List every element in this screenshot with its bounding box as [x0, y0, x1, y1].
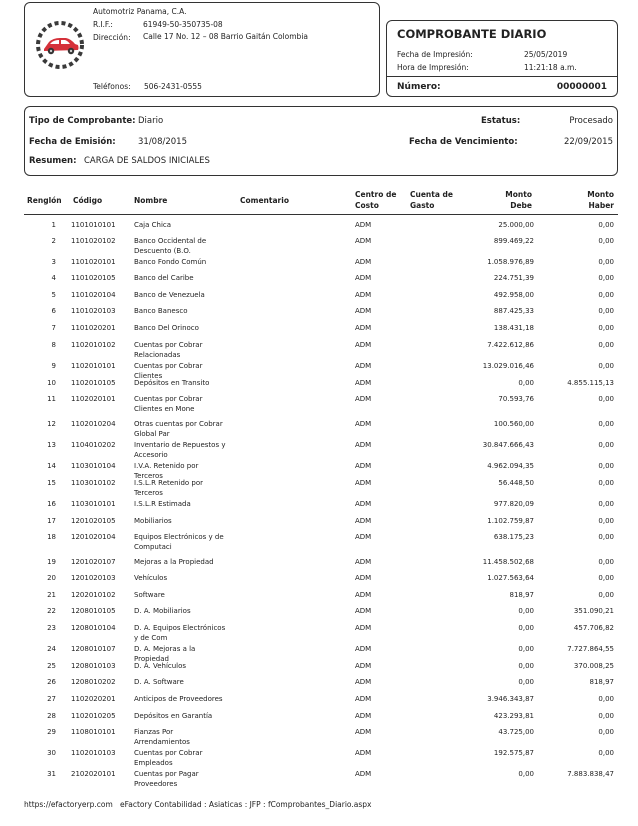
- account-code: 1208010103: [71, 662, 116, 670]
- cost-center: ADM: [355, 441, 372, 449]
- amount-debe: 1.102.759,87: [487, 517, 534, 525]
- cost-center: ADM: [355, 500, 372, 508]
- amount-haber: 0,00: [598, 291, 614, 299]
- row-number: 2: [51, 237, 56, 245]
- footer-url[interactable]: https://efactoryerp.com: [24, 800, 113, 809]
- car-logo-icon: [35, 17, 85, 73]
- row-number: 5: [51, 291, 56, 299]
- cost-center: ADM: [355, 291, 372, 299]
- phone-value: 506-2431-0555: [144, 82, 202, 91]
- cost-center: ADM: [355, 221, 372, 229]
- header-centro-2: Costo: [355, 201, 379, 210]
- row-number: 7: [51, 324, 56, 332]
- header-haber-1: Monto: [587, 190, 614, 199]
- account-name: Cuentas por Pagar Proveedores: [134, 770, 199, 788]
- cost-center: ADM: [355, 770, 372, 778]
- account-name: I.V.A. Retenido por Terceros: [134, 462, 199, 480]
- summary-label: Resumen:: [29, 156, 77, 166]
- account-code: 1101020201: [71, 324, 116, 332]
- account-code: 1103010102: [71, 479, 116, 487]
- cost-center: ADM: [355, 395, 372, 403]
- account-code: 1102020101: [71, 395, 116, 403]
- account-code: 1102010204: [71, 420, 116, 428]
- account-code: 1208010105: [71, 607, 116, 615]
- account-code: 1102010101: [71, 362, 116, 370]
- header-cuenta-2: Gasto: [410, 201, 435, 210]
- row-number: 28: [47, 712, 56, 720]
- row-number: 24: [47, 645, 56, 653]
- status-value: Procesado: [569, 116, 613, 126]
- number-value: 00000001: [556, 82, 607, 92]
- amount-haber: 0,00: [598, 591, 614, 599]
- amount-haber: 0,00: [598, 695, 614, 703]
- amount-debe: 638.175,23: [493, 533, 534, 541]
- voucher-header-box: [386, 20, 618, 97]
- amount-haber: 0,00: [598, 362, 614, 370]
- type-label: Tipo de Comprobante:: [29, 116, 136, 126]
- header-renglon: Renglón: [27, 196, 62, 205]
- amount-haber: 0,00: [598, 749, 614, 757]
- account-name: Anticipos de Proveedores: [134, 695, 223, 703]
- cost-center: ADM: [355, 307, 372, 315]
- print-time-label: Hora de Impresión:: [397, 63, 469, 72]
- cost-center: ADM: [355, 517, 372, 525]
- amount-debe: 0,00: [518, 678, 534, 686]
- amount-debe: 25.000,00: [498, 221, 534, 229]
- address-label: Dirección:: [93, 33, 131, 42]
- account-name: D. A. Mejoras a la Propiedad: [134, 645, 196, 663]
- account-code: 1101020101: [71, 258, 116, 266]
- amount-debe: 0,00: [518, 624, 534, 632]
- cost-center: ADM: [355, 274, 372, 282]
- amount-haber: 0,00: [598, 533, 614, 541]
- number-label: Número:: [397, 82, 441, 92]
- row-number: 14: [47, 462, 56, 470]
- account-code: 1201020103: [71, 574, 116, 582]
- amount-debe: 0,00: [518, 607, 534, 615]
- row-number: 19: [47, 558, 56, 566]
- account-code: 1103010104: [71, 462, 116, 470]
- row-number: 13: [47, 441, 56, 449]
- row-number: 10: [47, 379, 56, 387]
- account-name: Software: [134, 591, 165, 599]
- row-number: 18: [47, 533, 56, 541]
- issue-date-value: 31/08/2015: [138, 137, 187, 147]
- amount-haber: 0,00: [598, 712, 614, 720]
- amount-debe: 3.946.343,87: [487, 695, 534, 703]
- cost-center: ADM: [355, 749, 372, 757]
- account-name: D. A. Mobiliarios: [134, 607, 191, 615]
- footer-path: eFactory Contabilidad : Asiaticas : JFP : fComprobantes_Diario.aspx: [120, 800, 372, 809]
- amount-debe: 70.593,76: [498, 395, 534, 403]
- account-code: 1201020107: [71, 558, 116, 566]
- cost-center: ADM: [355, 678, 372, 686]
- amount-debe: 492.958,00: [493, 291, 534, 299]
- amount-haber: 0,00: [598, 324, 614, 332]
- amount-haber: 0,00: [598, 517, 614, 525]
- row-number: 20: [47, 574, 56, 582]
- header-nombre: Nombre: [134, 196, 168, 205]
- account-code: 1101020102: [71, 237, 116, 245]
- row-number: 31: [47, 770, 56, 778]
- amount-debe: 887.425,33: [493, 307, 534, 315]
- account-code: 1202010102: [71, 591, 116, 599]
- account-code: 1102020201: [71, 695, 116, 703]
- amount-haber: 0,00: [598, 395, 614, 403]
- amount-haber: 7.727.864,55: [567, 645, 614, 653]
- account-name: Banco de Venezuela: [134, 291, 205, 299]
- amount-haber: 0,00: [598, 221, 614, 229]
- row-number: 23: [47, 624, 56, 632]
- account-name: I.S.L.R Retenido por Terceros: [134, 479, 204, 497]
- amount-debe: 13.029.016,46: [482, 362, 534, 370]
- row-number: 1: [51, 221, 56, 229]
- header-codigo: Código: [73, 196, 103, 205]
- amount-debe: 899.469,22: [493, 237, 534, 245]
- divider: [387, 76, 617, 77]
- account-name: D. A. Vehículos: [134, 662, 187, 670]
- row-number: 11: [47, 395, 56, 403]
- row-number: 29: [47, 728, 56, 736]
- account-code: 1208010104: [71, 624, 116, 632]
- cost-center: ADM: [355, 728, 372, 736]
- voucher-title: COMPROBANTE DIARIO: [397, 27, 547, 41]
- amount-haber: 4.855.115,13: [567, 379, 614, 387]
- rif-value: 61949-50-350735-08: [143, 20, 223, 29]
- amount-haber: 818,97: [589, 678, 614, 686]
- account-code: 1201020105: [71, 517, 116, 525]
- row-number: 8: [51, 341, 56, 349]
- account-name: Cuentas por Cobrar Relacionadas: [134, 341, 203, 359]
- cost-center: ADM: [355, 574, 372, 582]
- row-number: 17: [47, 517, 56, 525]
- issue-date-label: Fecha de Emisión:: [29, 137, 116, 147]
- row-number: 4: [51, 274, 56, 282]
- cost-center: ADM: [355, 324, 372, 332]
- account-code: 1101020104: [71, 291, 116, 299]
- cost-center: ADM: [355, 479, 372, 487]
- summary-value: CARGA DE SALDOS INICIALES: [84, 156, 210, 166]
- account-name: Mobiliarios: [134, 517, 172, 525]
- account-code: 1103010101: [71, 500, 116, 508]
- amount-debe: 224.751,39: [493, 274, 534, 282]
- account-code: 1208010107: [71, 645, 116, 653]
- cost-center: ADM: [355, 420, 372, 428]
- account-name: Caja Chica: [134, 221, 172, 229]
- account-name: Fianzas Por Arrendamientos: [134, 728, 190, 746]
- cost-center: ADM: [355, 462, 372, 470]
- account-code: 1102010102: [71, 341, 116, 349]
- amount-debe: 977.820,09: [493, 500, 534, 508]
- amount-haber: 0,00: [598, 237, 614, 245]
- account-name: Equipos Electrónicos y de Computaci: [134, 533, 224, 551]
- row-number: 12: [47, 420, 56, 428]
- cost-center: ADM: [355, 558, 372, 566]
- row-number: 26: [47, 678, 56, 686]
- row-number: 27: [47, 695, 56, 703]
- amount-debe: 56.448,50: [498, 479, 534, 487]
- account-name: Depósitos en Transito: [134, 379, 210, 387]
- address-value: Calle 17 No. 12 – 08 Barrio Gaitán Colombia: [143, 32, 308, 41]
- account-name: Cuentas por Cobrar Clientes: [134, 362, 203, 380]
- account-code: 1104010202: [71, 441, 116, 449]
- row-number: 21: [47, 591, 56, 599]
- amount-debe: 100.560,00: [493, 420, 534, 428]
- row-number: 16: [47, 500, 56, 508]
- cost-center: ADM: [355, 341, 372, 349]
- voucher-info-box: [24, 106, 618, 176]
- amount-debe: 0,00: [518, 770, 534, 778]
- amount-debe: 1.027.563,64: [487, 574, 534, 582]
- amount-debe: 0,00: [518, 662, 534, 670]
- account-name: I.S.L.R Estimada: [134, 500, 191, 508]
- amount-haber: 0,00: [598, 258, 614, 266]
- cost-center: ADM: [355, 695, 372, 703]
- amount-haber: 351.090,21: [573, 607, 614, 615]
- amount-haber: 0,00: [598, 441, 614, 449]
- account-name: Banco del Caribe: [134, 274, 194, 282]
- cost-center: ADM: [355, 662, 372, 670]
- amount-haber: 0,00: [598, 558, 614, 566]
- table-header-divider: [24, 214, 618, 215]
- account-name: Banco Occidental de Descuento (B.O.: [134, 237, 207, 255]
- amount-debe: 138.431,18: [493, 324, 534, 332]
- row-number: 22: [47, 607, 56, 615]
- cost-center: ADM: [355, 624, 372, 632]
- row-number: 15: [47, 479, 56, 487]
- amount-haber: 457.706,82: [573, 624, 614, 632]
- account-name: Vehículos: [134, 574, 168, 582]
- amount-debe: 818,97: [509, 591, 534, 599]
- row-number: 3: [51, 258, 56, 266]
- amount-haber: 0,00: [598, 462, 614, 470]
- account-name: Depósitos en Garantía: [134, 712, 213, 720]
- company-name: Automotriz Panama, C.A.: [93, 7, 187, 16]
- row-number: 6: [51, 307, 56, 315]
- account-name: D. A. Equipos Electrónicos y de Com: [134, 624, 226, 642]
- account-code: 1102010105: [71, 379, 116, 387]
- amount-debe: 1.058.976,89: [487, 258, 534, 266]
- cost-center: ADM: [355, 533, 372, 541]
- amount-haber: 0,00: [598, 420, 614, 428]
- cost-center: ADM: [355, 591, 372, 599]
- header-centro-1: Centro de: [355, 190, 397, 199]
- amount-haber: 7.883.838,47: [567, 770, 614, 778]
- account-code: 1208010202: [71, 678, 116, 686]
- account-code: 2102020101: [71, 770, 116, 778]
- print-date-value: 25/05/2019: [524, 50, 568, 59]
- row-number: 30: [47, 749, 56, 757]
- account-name: Inventario de Repuestos y Accesorio: [134, 441, 226, 459]
- account-code: 1102010103: [71, 749, 116, 757]
- cost-center: ADM: [355, 237, 372, 245]
- amount-debe: 30.847.666,43: [482, 441, 534, 449]
- type-value: Diario: [138, 116, 164, 126]
- status-label: Estatus:: [481, 116, 521, 126]
- amount-debe: 7.422.612,86: [487, 341, 534, 349]
- cost-center: ADM: [355, 362, 372, 370]
- account-name: Banco Banesco: [134, 307, 188, 315]
- amount-haber: 0,00: [598, 500, 614, 508]
- amount-haber: 0,00: [598, 307, 614, 315]
- cost-center: ADM: [355, 712, 372, 720]
- account-code: 1201020104: [71, 533, 116, 541]
- account-name: Banco Del Orinoco: [134, 324, 199, 332]
- account-name: Otras cuentas por Cobrar Global Par: [134, 420, 223, 438]
- header-cuenta-1: Cuenta de: [410, 190, 453, 199]
- header-comentario: Comentario: [240, 196, 289, 205]
- print-time-value: 11:21:18 a.m.: [524, 63, 577, 72]
- account-name: Cuentas por Cobrar Empleados: [134, 749, 203, 767]
- account-code: 1102010205: [71, 712, 116, 720]
- cost-center: ADM: [355, 379, 372, 387]
- amount-debe: 0,00: [518, 645, 534, 653]
- amount-debe: 43.725,00: [498, 728, 534, 736]
- phone-label: Teléfonos:: [93, 82, 131, 91]
- amount-haber: 0,00: [598, 274, 614, 282]
- amount-debe: 423.293,81: [493, 712, 534, 720]
- header-haber-2: Haber: [588, 201, 614, 210]
- account-name: Banco Fondo Común: [134, 258, 207, 266]
- amount-haber: 0,00: [598, 728, 614, 736]
- amount-debe: 192.575,87: [493, 749, 534, 757]
- amount-haber: 0,00: [598, 574, 614, 582]
- account-code: 1101020105: [71, 274, 116, 282]
- print-date-label: Fecha de Impresión:: [397, 50, 473, 59]
- amount-debe: 4.962.094,35: [487, 462, 534, 470]
- account-name: Cuentas por Cobrar Clientes en Mone: [134, 395, 203, 413]
- due-date-value: 22/09/2015: [564, 137, 613, 147]
- rif-label: R.I.F.:: [93, 20, 113, 29]
- row-number: 25: [47, 662, 56, 670]
- amount-debe: 11.458.502,68: [482, 558, 534, 566]
- account-name: Mejoras a la Propiedad: [134, 558, 214, 566]
- amount-debe: 0,00: [518, 379, 534, 387]
- account-code: 1101020103: [71, 307, 116, 315]
- cost-center: ADM: [355, 645, 372, 653]
- header-debe-1: Monto: [505, 190, 532, 199]
- cost-center: ADM: [355, 607, 372, 615]
- amount-haber: 0,00: [598, 341, 614, 349]
- header-debe-2: Debe: [510, 201, 532, 210]
- amount-haber: 370.008,25: [573, 662, 614, 670]
- account-code: 1108010101: [71, 728, 116, 736]
- due-date-label: Fecha de Vencimiento:: [409, 137, 518, 147]
- cost-center: ADM: [355, 258, 372, 266]
- row-number: 9: [51, 362, 56, 370]
- account-code: 1101010101: [71, 221, 116, 229]
- account-name: D. A. Software: [134, 678, 184, 686]
- company-header-box: [24, 2, 380, 97]
- amount-haber: 0,00: [598, 479, 614, 487]
